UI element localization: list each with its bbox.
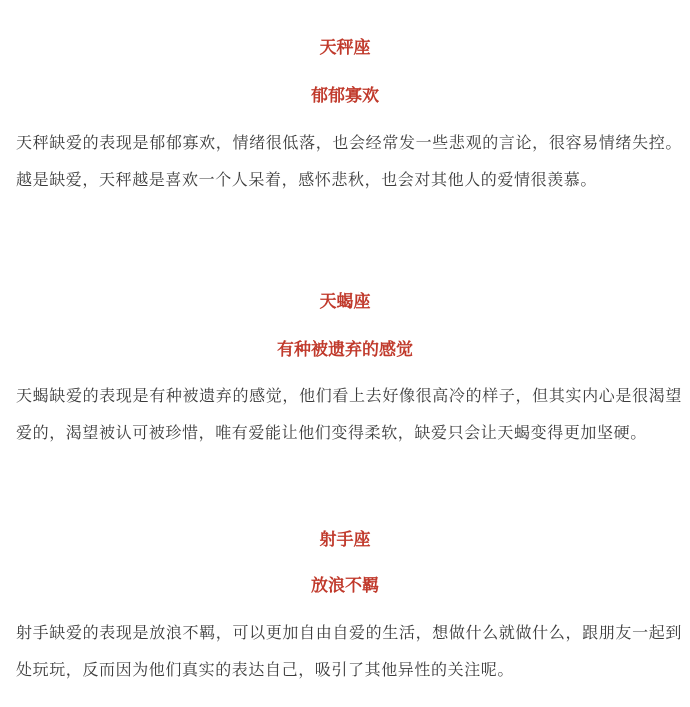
section-body: 天秤缺爱的表现是郁郁寡欢，情绪很低落，也会经常发一些悲观的言论，很容易情绪失控。越是缺爱，天秤越是喜欢一个人呆着，感怀悲秋，也会对其他人的爱情很羡慕。 <box>16 133 682 189</box>
section-title: 射手座 <box>319 530 371 550</box>
section-title: 天蝎座 <box>319 292 371 312</box>
section-body: 天蝎缺爱的表现是有种被遗弃的感觉，他们看上去好像很高冷的样子，但其实内心是很渴望爱的，渴望被认可被珍惜，唯有爱能让他们变得柔软，缺爱只会让天蝎变得更加坚硬。 <box>16 386 682 442</box>
section-body: 射手缺爱的表现是放浪不羁，可以更加自由自爱的生活，想做什么就做什么，跟朋友一起到处玩玩，反而因为他们真实的表达自己，吸引了其他异性的关注呢。 <box>16 623 682 679</box>
section-subtitle: 放浪不羁 <box>311 576 379 596</box>
section-subtitle: 有种被遗弃的感觉 <box>277 340 413 360</box>
section-title: 天秤座 <box>319 38 371 58</box>
section-subtitle: 郁郁寡欢 <box>311 86 379 106</box>
